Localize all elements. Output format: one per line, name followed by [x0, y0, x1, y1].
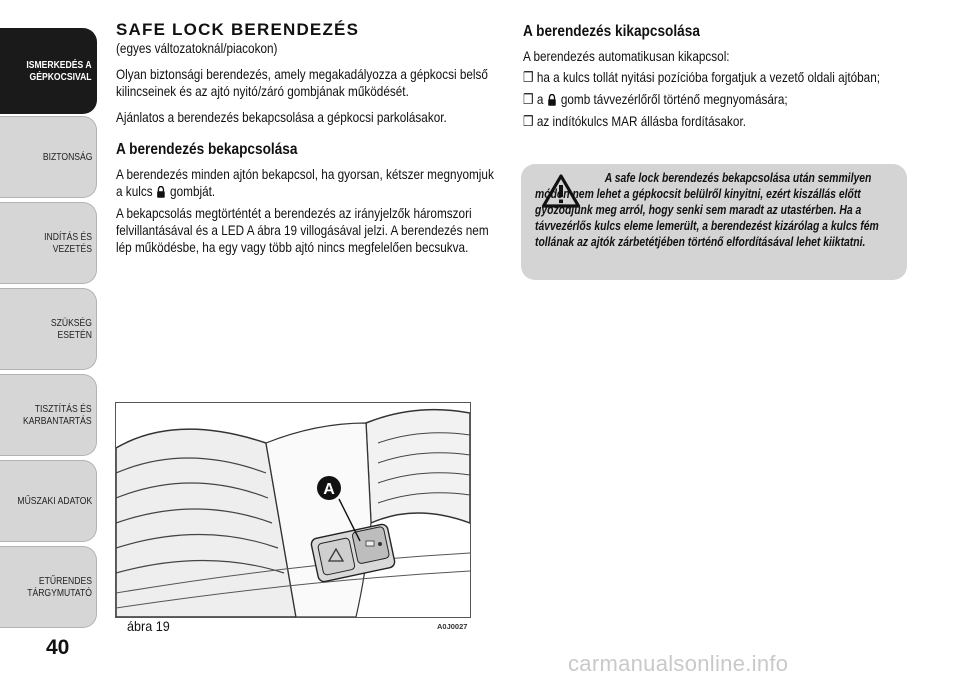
tab-label: SZÜKSÉG ESETÉN [50, 317, 92, 341]
tab-targymutato[interactable] [0, 546, 97, 628]
deactivation-heading: A berendezés kikapcsolása [523, 23, 700, 40]
bullet-text-suffix: gomb távvezérlőről történő megnyomására; [560, 91, 788, 107]
variant-note: (egyes változatoknál/piacokon) [116, 40, 278, 56]
bullet-marker: ❒ [523, 113, 534, 129]
lock-icon [547, 94, 556, 106]
right-column [523, 20, 913, 130]
warning-text: A safe lock berendezés bekapcsolása után semmilyen módon nem lehet a gépkocsit belülről kinyitni, ezért kiszállás előtt győződjünk meg arról, hogy senki sem maradt az utastérben. Ha a távvezérlős kulcs eleme lemerült, a berendezést kizárólag a kulcs fém tollának az ajtók zárbetétjében történő elfordításával lehet kiiktatni. [535, 171, 879, 249]
tab-biztonsag[interactable] [0, 116, 97, 198]
tab-szukseg[interactable] [0, 288, 97, 370]
tab-label: MŰSZAKI ADATOK [17, 495, 92, 507]
bullet-marker: ❒ [523, 69, 534, 85]
activation-text-a: A berendezés minden ajtón bekapcsol, ha gyorsan, kétszer megnyomjuk a kulcs [116, 166, 494, 199]
tab-inditas[interactable] [0, 202, 97, 284]
tab-tisztitas[interactable] [0, 374, 97, 456]
confirmation-paragraph: A bekapcsolás megtörténtét a berendezés az irányjelzők háromszori felvillantásával és a LED A ábra 19 villogásával jelzi. A berendezés nem lép működésbe, ha egy vagy több ajtó nincs megfelelően becsukva. [116, 205, 489, 255]
recommendation-paragraph: Ajánlatos a berendezés bekapcsolása a gépkocsi parkolásakor. [116, 109, 447, 125]
figure-illustration [115, 402, 471, 618]
bullet-text: az indítókulcs MAR állásba fordításakor. [536, 113, 746, 129]
tab-muszaki[interactable] [0, 460, 97, 542]
bullet-item [523, 91, 913, 108]
tab-label: ETŰRENDES TÁRGYMUTATÓ [27, 575, 92, 599]
activation-heading: A berendezés bekapcsolása [116, 141, 298, 158]
dashboard-drawing [116, 403, 470, 617]
tab-label: INDÍTÁS ÉS VEZETÉS [44, 231, 92, 255]
watermark: carmanualsonline.info [568, 651, 789, 676]
figure-caption: ábra 19 [127, 618, 170, 634]
tab-ismerkedes[interactable] [0, 28, 97, 114]
page-number: 40 [46, 636, 70, 659]
bullet-item [523, 113, 913, 130]
figure-callout-label: A [323, 481, 335, 498]
deactivation-intro: A berendezés automatikusan kikapcsol: [523, 48, 730, 64]
tab-label: TISZTÍTÁS ÉS KARBANTARTÁS [23, 403, 92, 427]
activation-paragraph [116, 166, 496, 200]
intro-paragraph: Olyan biztonsági berendezés, amely megakadályozza a gépkocsi belső kilincseinek és az ajtó nyitó/záró gombjának működését. [116, 66, 488, 99]
bullet-marker: ❒ [523, 91, 534, 107]
tab-label: ISMERKEDÉS A GÉPKOCSIVAL [26, 59, 92, 83]
tab-label: BIZTONSÁG [42, 151, 92, 163]
lock-icon [157, 186, 166, 198]
activation-text-b: gombját. [170, 183, 216, 199]
warning-box [521, 164, 907, 280]
bullet-text: ha a kulcs tollát nyitási pozícióba forgatjuk a vezető oldali ajtóban; [536, 69, 881, 85]
figure-code: A0J0027 [437, 622, 468, 631]
section-heading: SAFE LOCK BERENDEZÉS [116, 20, 360, 39]
left-column [116, 20, 496, 256]
bullet-text-prefix: a [536, 91, 544, 107]
bullet-item [523, 69, 913, 86]
